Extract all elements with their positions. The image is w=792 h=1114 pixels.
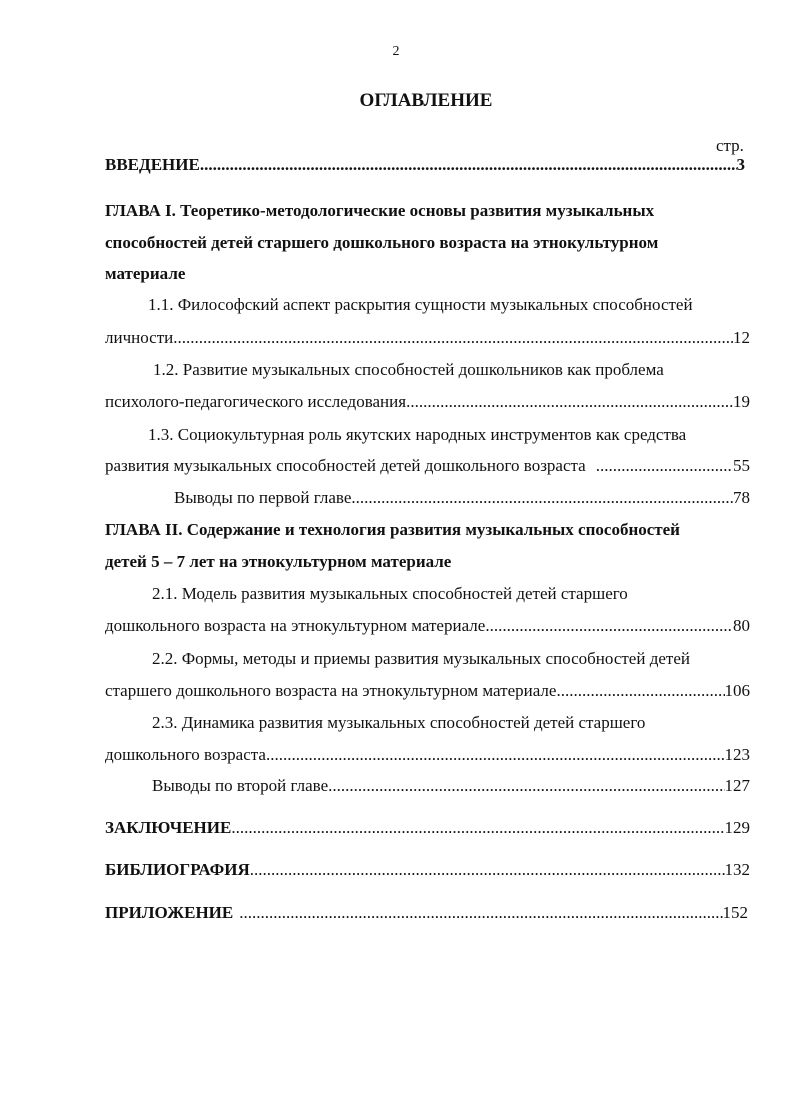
toc-page-number: 123 [724, 745, 750, 764]
toc-conclusions-chapter-1[interactable] [174, 485, 750, 511]
leader-dots [328, 773, 724, 799]
leader-dots [250, 857, 725, 883]
leader-dots [239, 900, 722, 926]
leader-dots [266, 742, 725, 768]
toc-chapter-1-line-2[interactable] [105, 230, 658, 256]
toc-page-number: 78 [733, 488, 750, 507]
page-number: 2 [392, 44, 400, 59]
leader-dots [173, 325, 733, 351]
toc-page-number: 19 [733, 392, 750, 411]
leader-dots [351, 485, 733, 511]
toc-entry-text: детей 5 – 7 лет на этнокультурном материале [105, 552, 452, 571]
toc-title: ОГЛАВЛЕНИЕ [359, 90, 493, 111]
toc-entry-text: личности [105, 328, 174, 347]
toc-entry-text: 2.3. Динамика развития музыкальных способностей детей старшего [152, 713, 646, 732]
toc-page-number: 3 [736, 155, 745, 174]
toc-section-2-2-line-1[interactable] [152, 646, 690, 672]
toc-entry-text: дошкольного возраста [105, 745, 266, 764]
toc-entry-text: БИБЛИОГРАФИЯ [105, 860, 250, 879]
toc-section-2-3-line-2[interactable] [105, 742, 750, 768]
toc-page-number: 55 [733, 456, 750, 475]
toc-entry-text: ГЛАВА II. Содержание и технология развития музыкальных способностей [105, 520, 680, 539]
toc-entry-text: ГЛАВА I. Теоретико-методологические основы развития музыкальных [105, 201, 655, 220]
toc-entry-conclusion[interactable] [105, 815, 750, 841]
toc-section-1-2-line-2[interactable] [105, 389, 750, 415]
toc-section-2-1-line-2[interactable] [105, 613, 750, 639]
toc-section-1-1-line-1[interactable] [148, 292, 693, 318]
toc-page-number: 129 [724, 818, 750, 837]
toc-page-number: 80 [733, 616, 750, 635]
toc-entry-text: старшего дошкольного возраста на этнокультурном материале [105, 681, 557, 700]
toc-chapter-2-line-1[interactable] [105, 517, 680, 543]
toc-entry-text: 2.1. Модель развития музыкальных способностей детей старшего [152, 584, 628, 603]
toc-entry-text: дошкольного возраста на этнокультурном материале [105, 616, 486, 635]
toc-entry-bibliography[interactable] [105, 857, 750, 883]
toc-page-number: 12 [733, 328, 750, 347]
toc-conclusions-chapter-2[interactable] [152, 773, 750, 799]
toc-section-2-3-line-1[interactable] [152, 710, 645, 736]
toc-section-2-1-line-1[interactable] [152, 581, 628, 607]
toc-entry-text: развития музыкальных способностей детей дошкольного возраста [105, 456, 586, 475]
toc-entry-text: Выводы по второй главе [152, 776, 329, 795]
leader-dots [231, 815, 724, 841]
toc-entry-text: 1.2. Развитие музыкальных способностей дошкольников как проблема [153, 360, 664, 379]
toc-entry-text: психолого-педагогического исследования [105, 392, 407, 411]
page-column-label: стр. [716, 136, 744, 155]
toc-entry-text: 1.3. Социокультурная роль якутских народных инструментов как средства [148, 425, 687, 444]
toc-section-1-2-line-1[interactable] [153, 357, 664, 383]
leader-dots [200, 152, 737, 178]
toc-chapter-1-line-1[interactable] [105, 198, 654, 224]
toc-entry-text: способностей детей старшего дошкольного возраста на этнокультурном [105, 233, 659, 252]
toc-entry-text: 2.2. Формы, методы и приемы развития музыкальных способностей детей [152, 649, 690, 668]
toc-entry-text: ВВЕДЕНИЕ [105, 155, 200, 174]
toc-chapter-2-line-2[interactable] [105, 549, 451, 575]
toc-page-number: 106 [724, 681, 750, 700]
leader-dots [556, 678, 724, 704]
toc-page-number: 127 [724, 776, 750, 795]
toc-entry-text: Выводы по первой главе [174, 488, 352, 507]
toc-chapter-1-line-3[interactable] [105, 261, 185, 287]
toc-entry-text: 1.1. Философский аспект раскрытия сущности музыкальных способностей [148, 295, 693, 314]
toc-entry-appendix[interactable] [105, 900, 748, 926]
toc-section-1-3-line-1[interactable] [148, 422, 686, 448]
toc-page-number: 132 [724, 860, 750, 879]
toc-entry-introduction[interactable] [105, 152, 745, 178]
toc-entry-text: материале [105, 264, 186, 283]
toc-entry-text: ПРИЛОЖЕНИЕ [105, 903, 234, 922]
toc-section-2-2-line-2[interactable] [105, 678, 750, 704]
leader-dots [596, 453, 733, 479]
leader-dots [406, 389, 733, 415]
toc-section-1-1-line-2[interactable] [105, 325, 750, 351]
toc-page-number: 152 [722, 903, 748, 922]
toc-section-1-3-line-2[interactable] [105, 453, 750, 479]
toc-entry-text: ЗАКЛЮЧЕНИЕ [105, 818, 232, 837]
leader-dots [485, 613, 733, 639]
